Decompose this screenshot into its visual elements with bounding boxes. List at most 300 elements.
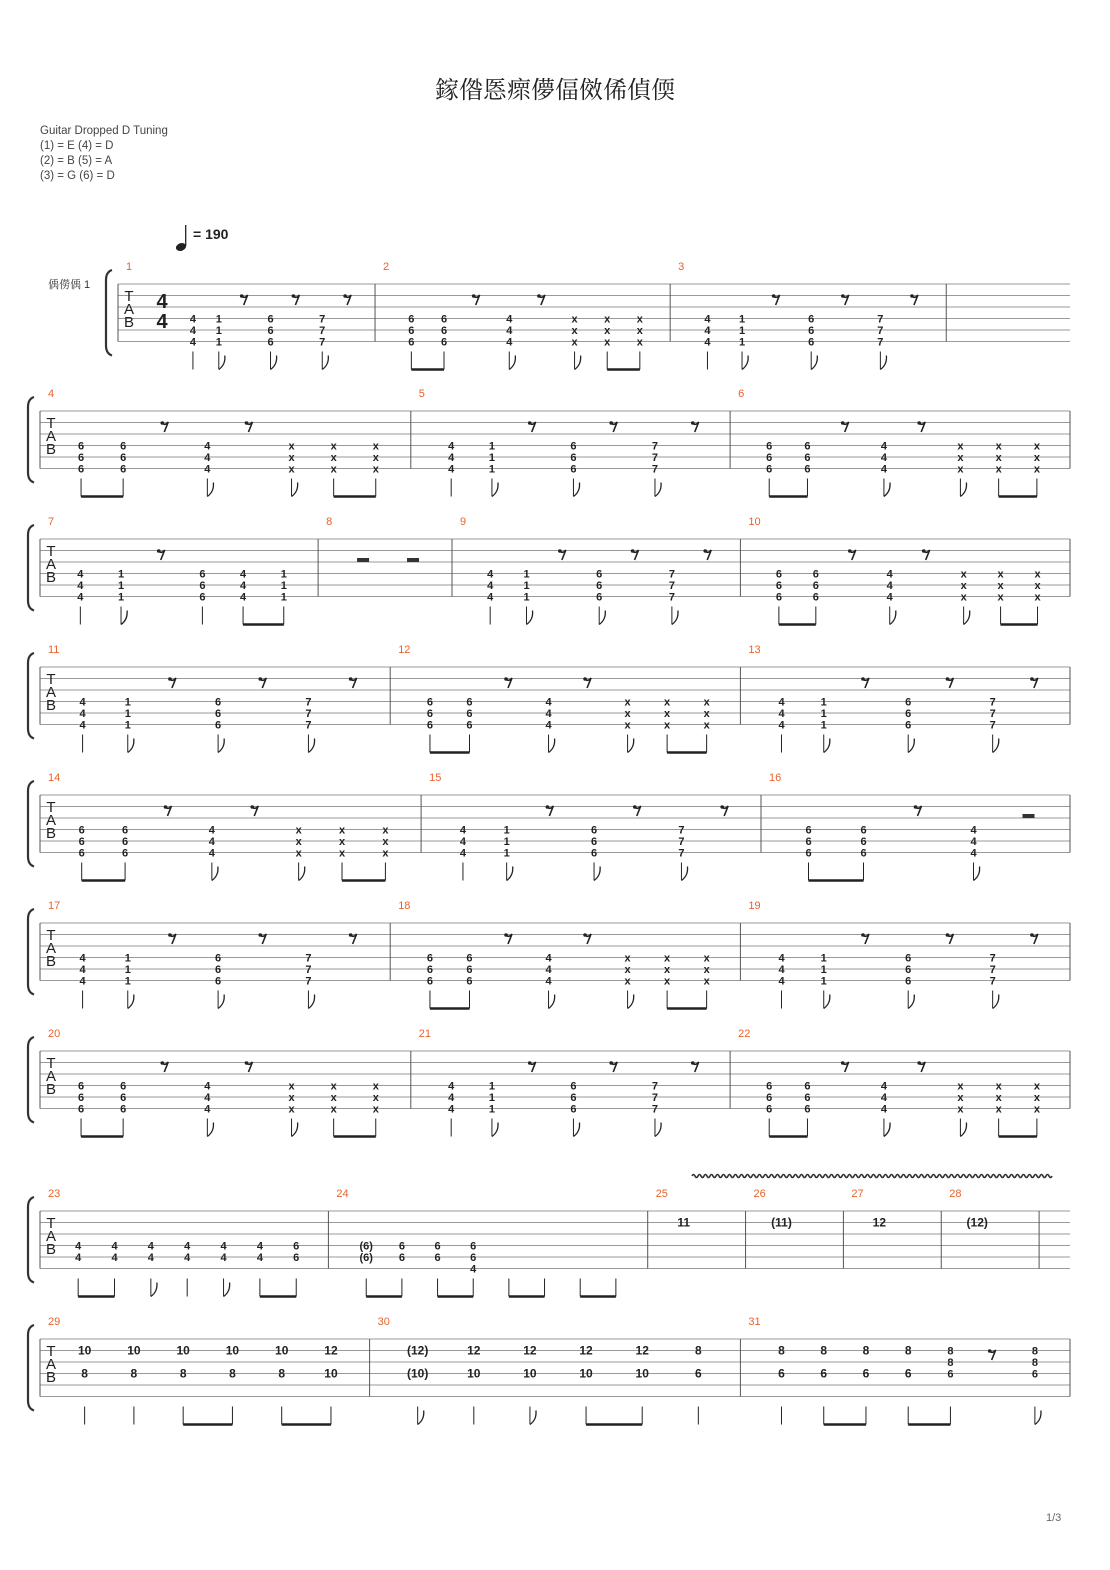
eighth-rest-icon	[946, 933, 950, 937]
eighth-rest-icon	[917, 421, 921, 425]
fret-number: 6	[860, 836, 867, 848]
fret-number: 8	[81, 1366, 88, 1381]
eighth-rest-icon	[504, 933, 508, 937]
fret-number: x	[1033, 1080, 1040, 1093]
eighth-flag-icon	[207, 1123, 213, 1137]
eighth-rest-icon	[250, 805, 254, 809]
tab-clef-letter: B	[45, 825, 57, 842]
measure-number: 27	[851, 1188, 864, 1200]
fret-number: 6	[122, 836, 129, 848]
measure-number: 2	[383, 261, 390, 273]
fret-number: 6	[766, 463, 773, 476]
fret-number: 4	[778, 975, 785, 988]
eighth-rest-icon	[537, 294, 541, 298]
fret-number: x	[382, 847, 389, 860]
fret-number: x	[295, 836, 302, 848]
eighth-flag-icon	[573, 1123, 579, 1137]
fret-number: x	[571, 336, 578, 349]
fret-number: 6	[805, 847, 812, 860]
fret-number: 4	[545, 696, 552, 709]
fret-number: 4	[77, 591, 84, 604]
tab-clef-letter: B	[45, 697, 57, 714]
fret-number: 1	[523, 580, 530, 592]
fret-number: 1	[124, 719, 131, 732]
tab-clef-letter: A	[45, 940, 57, 957]
fret-number: 4	[704, 325, 711, 337]
fret-number: x	[664, 696, 671, 709]
fret-number: 6	[808, 325, 815, 337]
half-rest-icon	[357, 558, 369, 562]
fret-number: 6	[905, 696, 912, 709]
fret-number: 4	[448, 1103, 455, 1116]
tab-clef-letter: A	[45, 1356, 57, 1373]
eighth-flag-icon	[212, 867, 218, 881]
fret-number: 4	[189, 325, 196, 337]
fret-number: 4	[545, 952, 552, 965]
fret-number: 7	[989, 975, 996, 988]
measure-number: 9	[460, 516, 467, 528]
fret-number: 4	[506, 313, 513, 326]
fret-number: 1	[820, 975, 827, 988]
fret-number: 4	[189, 336, 196, 349]
fret-number: 6	[570, 1080, 577, 1093]
eighth-flag-icon	[594, 867, 600, 881]
fret-number: 6	[905, 708, 912, 720]
fret-number: 7	[651, 1092, 659, 1104]
fret-number: 6	[408, 325, 415, 337]
fret-number: 4	[470, 1263, 477, 1276]
fret-number: 4	[880, 452, 887, 464]
vibrato-wave-icon	[692, 1175, 1052, 1178]
eighth-rest-icon	[609, 421, 613, 425]
eighth-rest-icon	[160, 1061, 164, 1065]
fret-number: x	[372, 452, 379, 464]
fret-number: x	[636, 313, 643, 326]
fret-number: 10	[324, 1366, 338, 1381]
fret-number: 4	[79, 719, 86, 732]
fret-number: 6	[862, 1366, 870, 1381]
tab-clef-letter: T	[46, 671, 56, 688]
fret-number: 4	[240, 591, 247, 604]
eighth-rest-icon	[240, 294, 244, 298]
eighth-flag-icon	[993, 739, 999, 753]
fret-number: 8	[1031, 1345, 1038, 1358]
fret-number: 10	[467, 1366, 481, 1381]
fret-number: 4	[204, 1080, 211, 1093]
fret-number: 4	[220, 1240, 227, 1253]
fret-number: 10	[635, 1366, 649, 1381]
fret-number: 6	[120, 463, 127, 476]
fret-number: 7	[319, 313, 326, 326]
fret-number: 6	[766, 1080, 773, 1093]
fret-number: 4	[459, 836, 467, 848]
fret-number: 7	[305, 975, 312, 988]
fret-number: x	[995, 440, 1002, 453]
eighth-rest-icon	[703, 549, 707, 553]
tab-clef-letter: T	[46, 1215, 56, 1232]
measure-number: 26	[753, 1188, 766, 1200]
staff-bracket	[28, 781, 34, 867]
tab-clef-letter: A	[123, 301, 135, 318]
fret-number: 8	[904, 1343, 912, 1358]
tab-clef-letter: B	[45, 1081, 57, 1098]
fret-number: (12)	[966, 1215, 988, 1230]
fret-number: x	[288, 463, 295, 476]
fret-number: 4	[111, 1240, 118, 1253]
fret-number: 4	[778, 696, 785, 709]
fret-number: 8	[820, 1343, 828, 1358]
fret-number: 10	[77, 1343, 92, 1358]
fret-number: 6	[1031, 1368, 1038, 1381]
eighth-flag-icon	[218, 995, 224, 1009]
measure-number: 11	[48, 644, 60, 656]
fret-number: 6	[408, 313, 415, 326]
fret-number: x	[664, 975, 671, 988]
measure-number: 28	[949, 1188, 962, 1200]
fret-number: 10	[275, 1343, 289, 1358]
fret-number: 6	[77, 1080, 85, 1093]
eighth-flag-icon	[492, 1123, 498, 1137]
fret-number: x	[295, 847, 302, 860]
fret-number: 1	[124, 696, 131, 709]
fret-number: 4	[506, 325, 513, 337]
fret-number: x	[288, 1092, 295, 1104]
fret-number: 6	[570, 440, 577, 453]
tab-clef-letter: T	[46, 543, 56, 560]
fret-number: 4	[79, 952, 86, 965]
fret-number: x	[372, 463, 379, 476]
fret-number: x	[624, 964, 631, 976]
fret-number: 12	[872, 1215, 887, 1230]
fret-number: 10	[127, 1343, 141, 1358]
fret-number: 4	[256, 1240, 263, 1253]
fret-number: x	[330, 1080, 337, 1093]
fret-number: 6	[570, 1092, 577, 1104]
eighth-rest-icon	[528, 1061, 532, 1065]
fret-number: 4	[204, 1092, 211, 1104]
fret-number: x	[288, 1080, 295, 1093]
fret-number: 6	[267, 313, 274, 326]
tab-clef-letter: B	[45, 953, 57, 970]
fret-number: 6	[215, 696, 222, 709]
fret-number: 10	[579, 1366, 593, 1381]
fret-number: x	[995, 1080, 1002, 1093]
fret-number: 4	[77, 580, 84, 592]
fret-number: 6	[440, 325, 448, 337]
measure-number: 24	[336, 1188, 349, 1200]
fret-number: 4	[79, 964, 86, 976]
eighth-flag-icon	[527, 611, 533, 625]
fret-number: 8	[1031, 1357, 1038, 1369]
time-signature-bottom: 4	[156, 311, 168, 333]
measure-number: 18	[398, 900, 411, 912]
fret-number: 6	[804, 463, 811, 476]
fret-number: 6	[808, 313, 815, 326]
fret-number: 6	[860, 824, 867, 837]
fret-number: 6	[596, 568, 603, 581]
tab-clef-letter: T	[46, 1343, 56, 1360]
fret-number: 7	[305, 719, 312, 732]
fret-number: x	[997, 568, 1004, 581]
fret-number: 4	[886, 580, 893, 592]
eighth-rest-icon	[583, 677, 587, 681]
fret-number: x	[604, 313, 611, 326]
fret-number: 6	[466, 719, 473, 732]
fret-number: 4	[204, 1103, 211, 1116]
fret-number: 6	[766, 452, 773, 464]
fret-number: x	[330, 440, 337, 453]
eighth-flag-icon	[974, 867, 980, 881]
fret-number: 1	[488, 1080, 495, 1093]
fret-number: x	[382, 836, 389, 848]
eighth-flag-icon	[908, 995, 914, 1009]
eighth-rest-icon	[168, 933, 172, 937]
eighth-flag-icon	[128, 995, 134, 1009]
half-rest-icon	[407, 558, 419, 562]
fret-number: 6	[812, 591, 819, 604]
eighth-rest-icon	[922, 549, 926, 553]
eighth-rest-icon	[292, 294, 296, 298]
fret-number: 4	[459, 847, 467, 860]
fret-number: 8	[862, 1343, 870, 1358]
eighth-rest-icon	[861, 933, 865, 937]
fret-number: 7	[305, 708, 312, 720]
eighth-flag-icon	[299, 867, 305, 881]
fret-number: x	[957, 1080, 964, 1093]
fret-number: 4	[778, 952, 785, 965]
fret-number: 1	[488, 452, 495, 464]
eighth-rest-icon	[848, 549, 852, 553]
track-label: 偊僗偊 1	[48, 279, 91, 291]
fret-number: x	[372, 1103, 379, 1116]
fret-number: x	[372, 440, 379, 453]
fret-number: 6	[905, 975, 912, 988]
fret-number: x	[1033, 452, 1040, 464]
fret-number: 1	[117, 591, 125, 604]
tab-clef-letter: B	[45, 569, 57, 586]
eighth-rest-icon	[720, 805, 724, 809]
fret-number: 6	[775, 591, 782, 604]
fret-number: 7	[319, 336, 326, 349]
fret-number: 6	[78, 824, 85, 837]
fret-number: 4	[778, 719, 785, 732]
fret-number: 1	[503, 836, 510, 848]
tab-clef-letter: A	[45, 556, 57, 573]
measure-number: 16	[769, 772, 782, 784]
eighth-flag-icon	[672, 611, 678, 625]
eighth-flag-icon	[824, 739, 830, 753]
eighth-rest-icon	[910, 294, 914, 298]
measure-number: 17	[48, 900, 61, 912]
fret-number: 1	[124, 975, 131, 988]
fret-number: x	[571, 313, 578, 326]
fret-number: x	[703, 696, 710, 709]
fret-number: 1	[215, 313, 222, 326]
eighth-flag-icon	[292, 483, 298, 497]
fret-number: 6	[904, 1366, 912, 1381]
fret-number: 6	[267, 336, 274, 349]
fret-number: x	[571, 325, 578, 337]
fret-number: 7	[668, 591, 675, 604]
measure-number: 8	[326, 516, 333, 528]
fret-number: 7	[877, 336, 884, 349]
eighth-rest-icon	[861, 677, 865, 681]
fret-number: 7	[877, 325, 884, 337]
fret-number: 7	[651, 452, 659, 464]
fret-number: 4	[184, 1240, 191, 1253]
measure-number: 19	[748, 900, 761, 912]
fret-number: 4	[704, 313, 711, 326]
fret-number: 4	[184, 1252, 191, 1264]
fret-number: 6	[434, 1252, 441, 1264]
fret-number: 4	[704, 336, 711, 349]
fret-number: 1	[503, 824, 510, 837]
fret-number: 8	[229, 1366, 236, 1381]
fret-number: x	[624, 975, 631, 988]
fret-number: 7	[305, 696, 312, 709]
fret-number: 6	[804, 440, 811, 453]
eighth-flag-icon	[655, 483, 661, 497]
fret-number: x	[995, 1103, 1002, 1116]
eighth-rest-icon	[631, 549, 635, 553]
fret-number: 1	[503, 847, 510, 860]
staff-bracket	[28, 1197, 34, 1283]
fret-number: 4	[880, 1080, 887, 1093]
fret-number: 8	[947, 1357, 954, 1369]
fret-number: x	[288, 440, 295, 453]
fret-number: 6	[215, 964, 222, 976]
fret-number: 4	[886, 568, 893, 581]
fret-number: 6	[775, 580, 782, 592]
fret-number: 10	[523, 1366, 537, 1381]
eighth-rest-icon	[609, 1061, 613, 1065]
fret-number: 4	[204, 452, 211, 464]
fret-number: x	[1033, 463, 1040, 476]
eighth-rest-icon	[160, 421, 164, 425]
fret-number: 6	[215, 708, 222, 720]
fret-number: 10	[176, 1343, 190, 1358]
eighth-rest-icon	[691, 1061, 695, 1065]
fret-number: 4	[204, 463, 211, 476]
fret-number: (12)	[406, 1343, 429, 1358]
fret-number: 6	[775, 568, 782, 581]
fret-number: 1	[124, 708, 131, 720]
eighth-flag-icon	[549, 995, 555, 1009]
eighth-flag-icon	[742, 356, 748, 370]
fret-number: 6	[120, 1092, 127, 1104]
fret-number: 10	[225, 1343, 240, 1358]
eighth-flag-icon	[908, 739, 914, 753]
eighth-rest-icon	[914, 805, 918, 809]
fret-number: x	[624, 708, 631, 720]
eighth-flag-icon	[964, 611, 970, 625]
fret-number: 7	[989, 964, 996, 976]
fret-number: x	[703, 952, 710, 965]
tab-clef-letter: T	[46, 415, 56, 432]
fret-number: x	[664, 708, 671, 720]
fret-number: 6	[590, 836, 598, 848]
fret-number: 7	[678, 824, 685, 837]
fret-number: 4	[256, 1252, 263, 1264]
fret-number: x	[636, 325, 643, 337]
eighth-flag-icon	[219, 356, 225, 370]
fret-number: x	[288, 1103, 295, 1116]
fret-number: 12	[467, 1343, 481, 1358]
fret-number: 7	[651, 1103, 659, 1116]
fret-number: 6	[804, 1092, 811, 1104]
fret-number: 4	[545, 975, 552, 988]
fret-number: 6	[466, 975, 473, 988]
fret-number: 6	[293, 1240, 300, 1253]
fret-number: 7	[877, 313, 884, 326]
fret-number: 4	[220, 1252, 227, 1264]
fret-number: 6	[215, 952, 222, 965]
fret-number: 6	[120, 1080, 127, 1093]
fret-number: 6	[120, 440, 127, 453]
fret-number: 6	[78, 836, 85, 848]
fret-number: 6	[426, 952, 434, 965]
measure-number: 5	[418, 388, 425, 400]
eighth-rest-icon	[245, 1061, 249, 1065]
fret-number: 1	[124, 964, 131, 976]
fret-number: 6	[804, 452, 811, 464]
fret-number: x	[1034, 580, 1041, 592]
fret-number: x	[957, 463, 964, 476]
fret-number: 4	[208, 836, 215, 848]
fret-number: 6	[122, 824, 129, 837]
fret-number: (6)	[359, 1240, 373, 1253]
fret-number: 4	[545, 719, 552, 732]
eighth-rest-icon	[1030, 677, 1034, 681]
fret-number: x	[604, 325, 611, 337]
eighth-flag-icon	[418, 1411, 424, 1425]
eighth-flag-icon	[960, 483, 966, 497]
fret-number: 6	[466, 696, 473, 709]
measure-number: 1	[126, 261, 133, 273]
eighth-flag-icon	[993, 995, 999, 1009]
fret-number: 6	[77, 1092, 85, 1104]
fret-number: 6	[466, 964, 473, 976]
fret-number: 1	[280, 591, 287, 604]
eighth-flag-icon	[218, 739, 224, 753]
fret-number: 8	[130, 1366, 138, 1381]
fret-number: 6	[804, 1080, 811, 1093]
fret-number: 7	[678, 836, 685, 848]
fret-number: 4	[79, 696, 86, 709]
fret-number: x	[636, 336, 643, 349]
fret-number: x	[624, 719, 631, 732]
fret-number: 6	[905, 964, 912, 976]
fret-number: x	[995, 463, 1002, 476]
fret-number: 4	[545, 964, 552, 976]
fret-number: 6	[408, 336, 415, 349]
fret-number: x	[382, 824, 389, 837]
fret-number: x	[960, 591, 967, 604]
fret-number: 12	[579, 1343, 593, 1358]
fret-number: 6	[805, 824, 812, 837]
fret-number: 4	[880, 1092, 887, 1104]
fret-number: 6	[590, 824, 598, 837]
fret-number: 1	[280, 568, 287, 581]
measure-number: 20	[48, 1028, 61, 1040]
eighth-flag-icon	[492, 483, 498, 497]
fret-number: 6	[77, 452, 85, 464]
fret-number: 1	[124, 952, 131, 965]
eighth-rest-icon	[349, 677, 353, 681]
fret-number: 6	[778, 1366, 785, 1381]
fret-number: 12	[324, 1343, 338, 1358]
fret-number: 7	[651, 463, 659, 476]
